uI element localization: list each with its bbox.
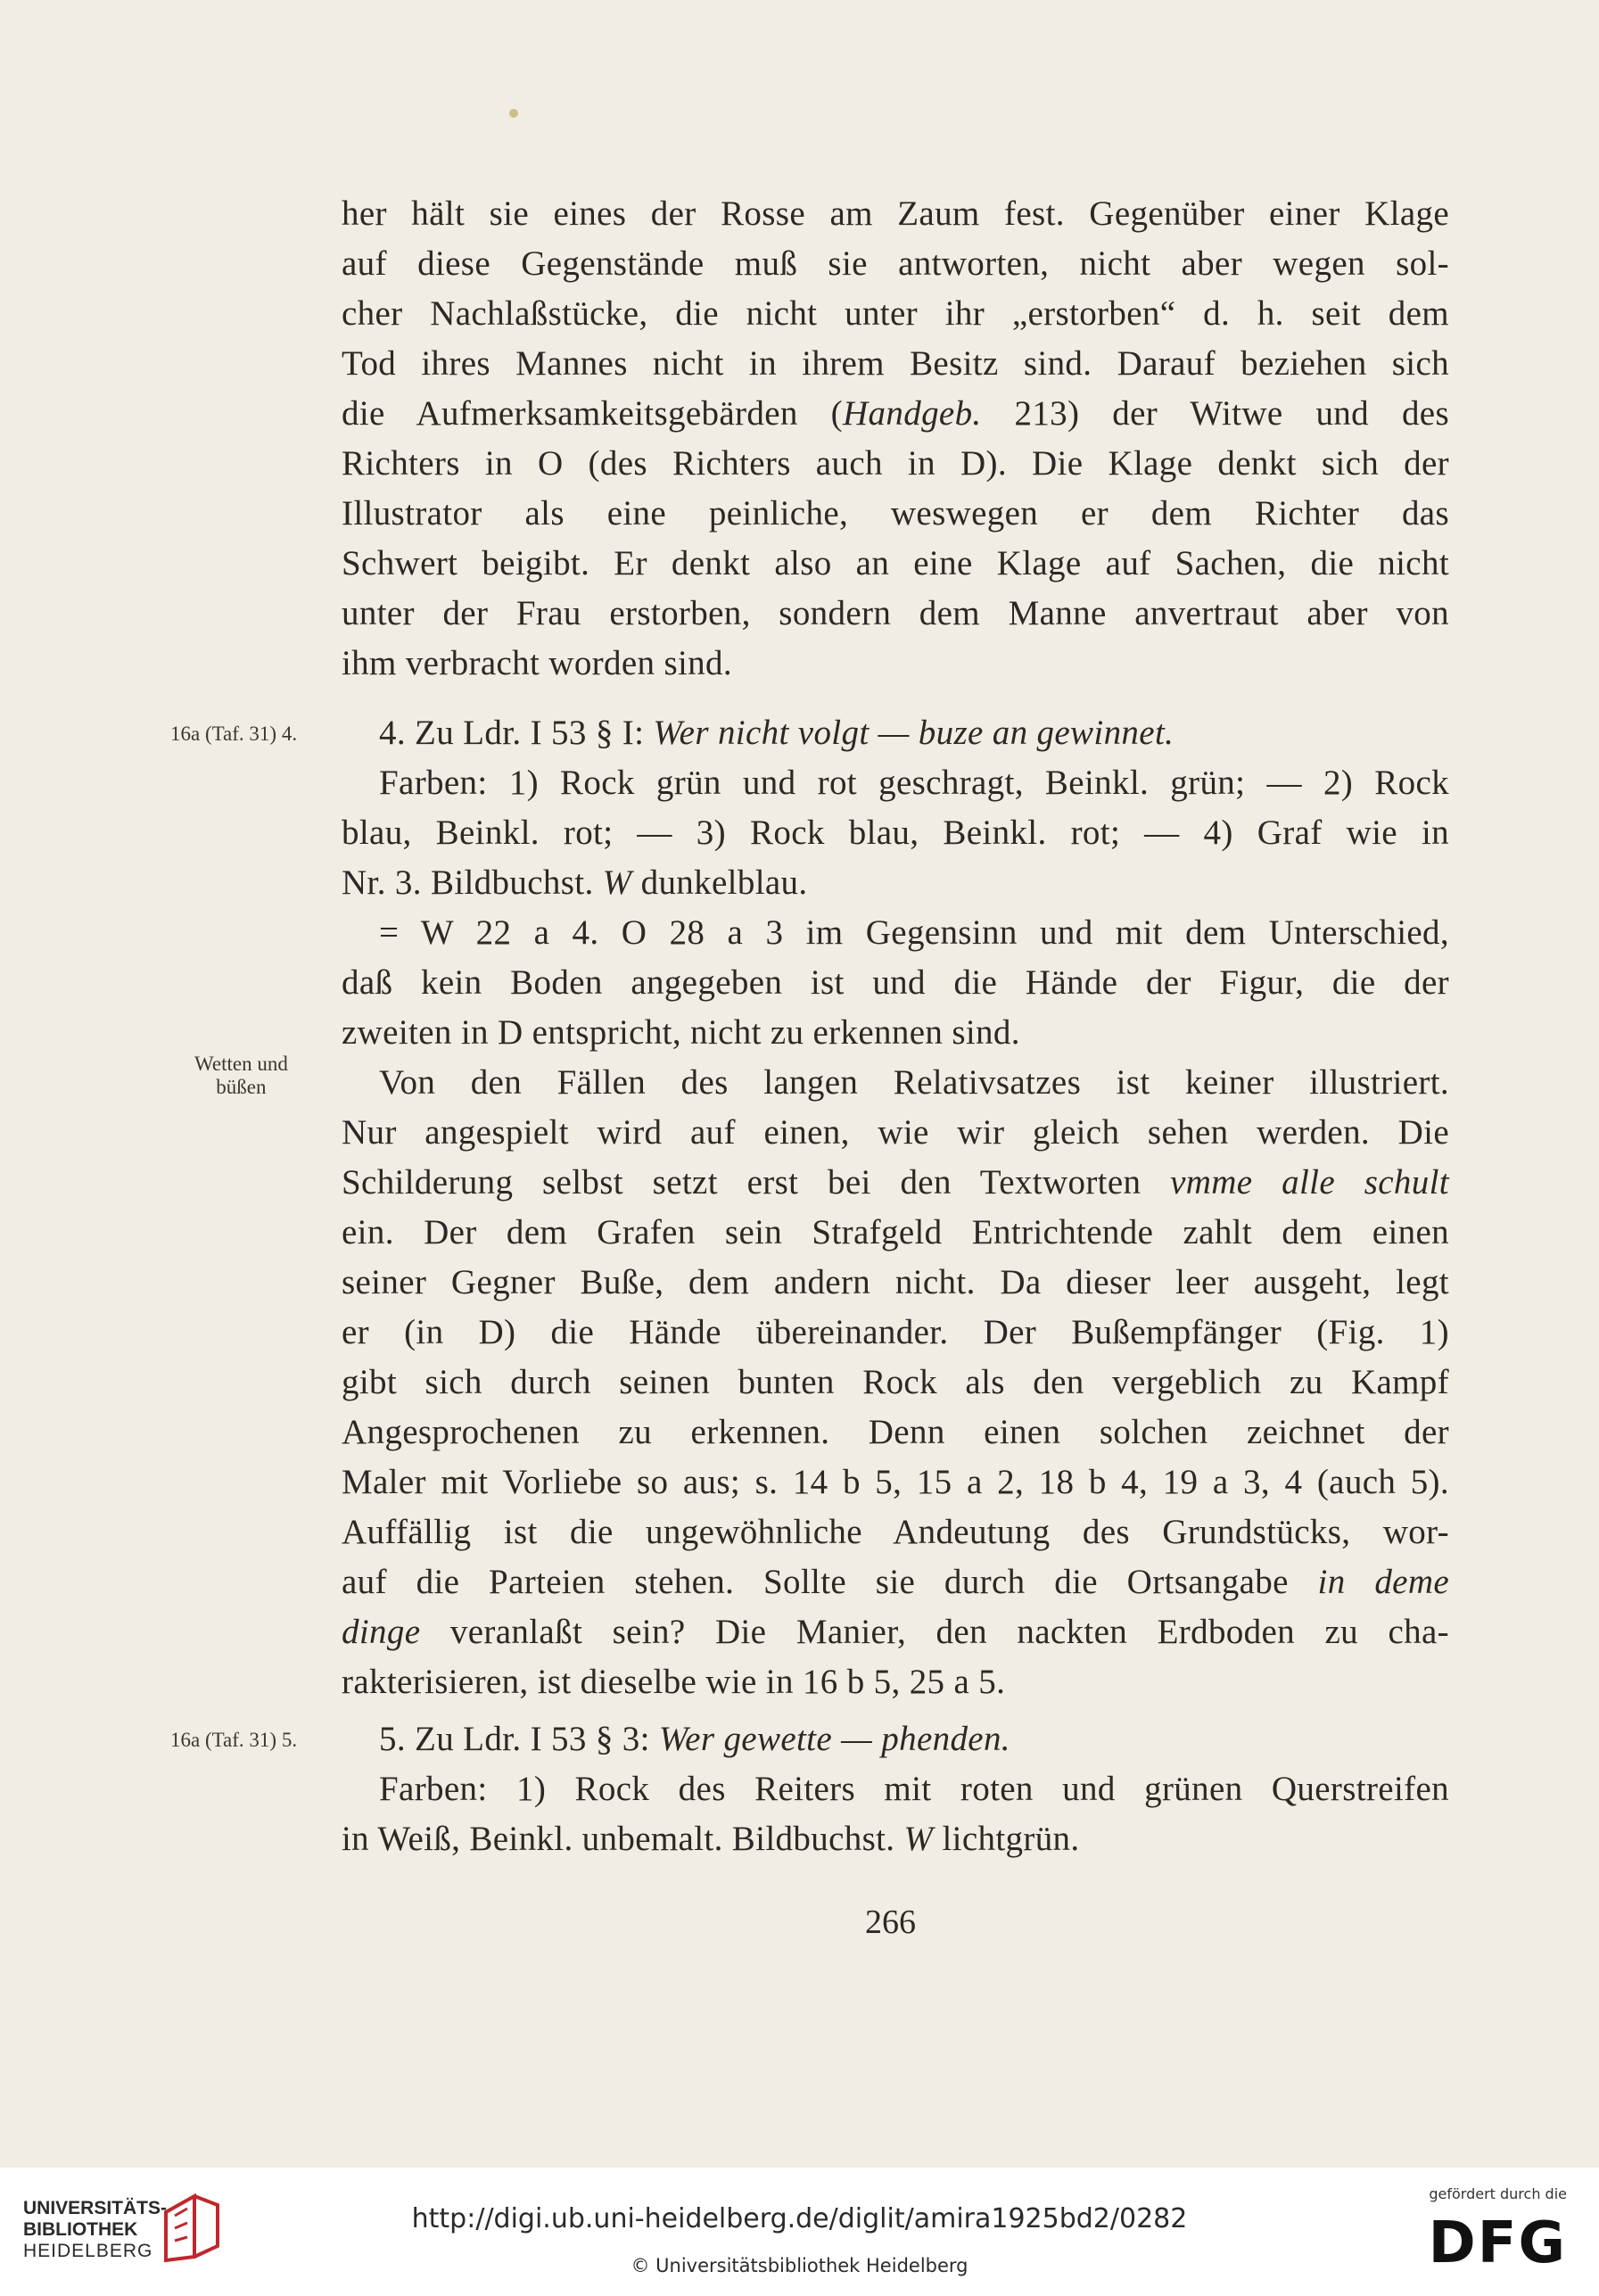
text-line: dinge veranlaßt sein? Die Manier, den nackten Erdboden zu cha- bbox=[342, 1613, 1449, 1651]
text-line: Richters in O (des Richters auch in D). Die Klage denkt sich der bbox=[342, 444, 1449, 483]
copyright-notice: © Universitätsbibliothek Heidelberg bbox=[631, 2255, 968, 2276]
text-line: unter der Frau erstorben, sondern dem Manne anvertraut aber von bbox=[342, 594, 1449, 632]
text-line: cher Nachlaßstücke, die nicht unter ihr „erstorben“ d. h. seit dem bbox=[342, 294, 1449, 333]
text-line: Von den Fällen des langen Relativsatzes ist keiner illustriert. bbox=[379, 1063, 1449, 1102]
text-line: in Weiß, Beinkl. unbemalt. Bildbuchst. W lichtgrün. bbox=[342, 1820, 1080, 1858]
text-line: auf diese Gegenstände muß sie antworten, nicht aber wegen sol- bbox=[342, 244, 1449, 283]
text-line: ihm verbracht worden sind. bbox=[342, 644, 732, 682]
text-line: Auffällig ist die ungewöhnliche Andeutung des Grundstücks, wor- bbox=[342, 1513, 1449, 1551]
text-line: daß kein Boden angegeben ist und die Hände der Figur, die der bbox=[342, 963, 1449, 1002]
margin-side-note: Wetten und büßen bbox=[194, 1053, 288, 1098]
margin-reference: 16a (Taf. 31) 4. bbox=[170, 723, 298, 745]
text-line: ein. Der dem Grafen sein Strafgeld Entrichtende zahlt dem einen bbox=[342, 1213, 1449, 1251]
section-5 bbox=[342, 1714, 1449, 1864]
text-line: Farben: 1) Rock des Reiters mit roten und grünen Querstreifen bbox=[379, 1770, 1449, 1808]
text-line: Schwert beigibt. Er denkt also an eine Klage auf Sachen, die nicht bbox=[342, 544, 1449, 582]
text-line: zweiten in D entspricht, nicht zu erkennen sind. bbox=[342, 1013, 1020, 1052]
funding-caption: gefördert durch die bbox=[1429, 2185, 1567, 2202]
text-line: = W 22 a 4. O 28 a 3 im Gegensinn und mit dem Unterschied, bbox=[379, 913, 1449, 952]
footer-bar bbox=[0, 2168, 1599, 2296]
page-number: 266 bbox=[865, 1904, 916, 1941]
text-line: Farben: 1) Rock grün und rot geschragt, Beinkl. grün; — 2) Rock bbox=[379, 764, 1449, 802]
text-line: Schilderung selbst setzt erst bei den Textworten vmme alle schult bbox=[342, 1163, 1449, 1202]
text-line: auf die Parteien stehen. Sollte sie durch die Ortsangabe in deme bbox=[342, 1563, 1450, 1601]
text-line: her hält sie eines der Rosse am Zaum fest. Gegenüber einer Klage bbox=[342, 194, 1449, 233]
text-line: Nur angespielt wird auf einen, wie wir gleich sehen werden. Die bbox=[342, 1113, 1449, 1152]
margin-reference: 16a (Taf. 31) 5. bbox=[170, 1729, 298, 1751]
source-url-link[interactable]: http://digi.ub.uni-heidelberg.de/diglit/amira1925bd2/0282 bbox=[411, 2203, 1188, 2234]
text-line: Maler mit Vorliebe so aus; s. 14 b 5, 15 a 2, 18 b 4, 19 a 3, 4 (auch 5). bbox=[342, 1463, 1449, 1501]
paragraph-continued bbox=[342, 189, 1449, 689]
italic-term: Handgeb. bbox=[843, 394, 982, 433]
section-heading: 4. Zu Ldr. I 53 § I: Wer nicht volgt — buze an gewinnet. bbox=[379, 714, 1175, 752]
text-line: gibt sich durch seinen bunten Rock als den vergeblich zu Kampf bbox=[342, 1363, 1449, 1401]
dfg-logo: DFG bbox=[1428, 2210, 1567, 2276]
text-line: Illustrator als eine peinliche, weswegen er dem Richter das bbox=[342, 494, 1449, 533]
text-line: seiner Gegner Buße, dem andern nicht. Da dieser leer ausgeht, legt bbox=[342, 1263, 1449, 1301]
text-line: die Aufmerksamkeitsgebärden (Handgeb. 213) der Witwe und des bbox=[342, 394, 1449, 433]
text-line: Angesprochenen zu erkennen. Denn einen solchen zeichnet der bbox=[342, 1413, 1449, 1451]
section-4 bbox=[342, 708, 1449, 1707]
text-line: Nr. 3. Bildbuchst. W dunkelblau. bbox=[342, 863, 808, 902]
text-line: er (in D) die Hände übereinander. Der Bußempfänger (Fig. 1) bbox=[342, 1313, 1449, 1351]
section-heading: 5. Zu Ldr. I 53 § 3: Wer gewette — phenden. bbox=[379, 1720, 1010, 1758]
stain-dot bbox=[509, 109, 518, 118]
text-line: rakterisieren, ist dieselbe wie in 16 b 5, 25 a 5. bbox=[342, 1663, 1006, 1701]
text-line: Tod ihres Mannes nicht in ihrem Besitz sind. Darauf beziehen sich bbox=[342, 344, 1449, 383]
library-logo: UNIVERSITÄTS- BIBLIOTHEK HEIDELBERG bbox=[23, 2198, 168, 2261]
text-line: blau, Beinkl. rot; — 3) Rock blau, Beinkl. rot; — 4) Graf wie in bbox=[342, 814, 1449, 852]
